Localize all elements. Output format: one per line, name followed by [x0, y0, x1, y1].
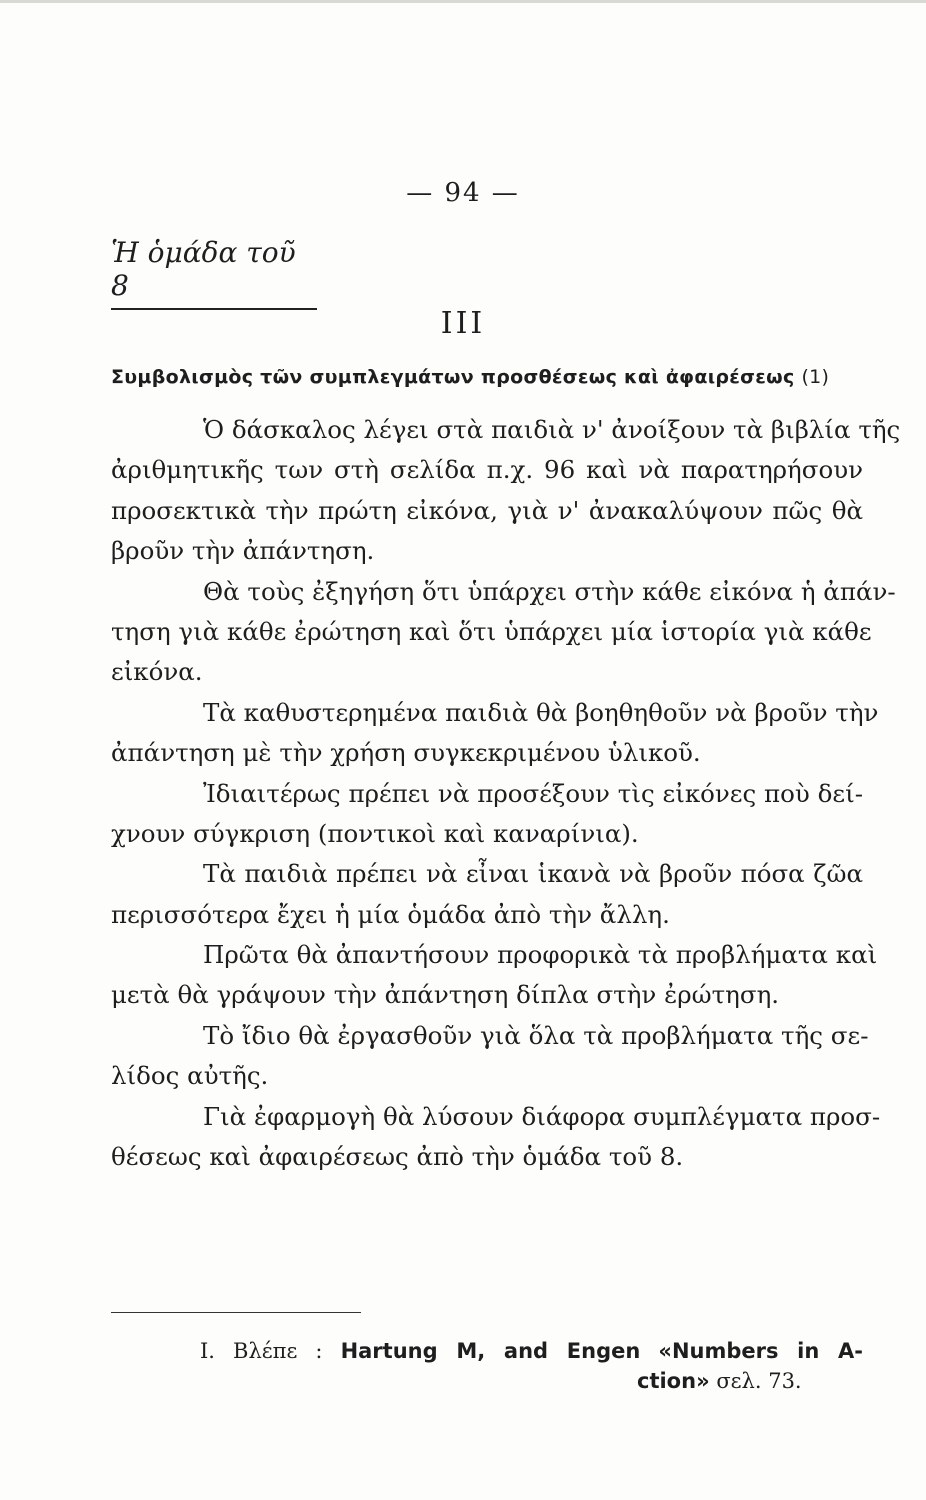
body-line: προσεκτικὰ τὴν πρώτη εἰκόνα, γιὰ ν' ἀνακαλύψουν πῶς θὰ — [111, 495, 863, 525]
heading-footnote-mark: (1) — [801, 366, 830, 388]
body-line: Τὰ καθυστερημένα παιδιὰ θὰ βοηθηθοῦν νὰ βροῦν τὴν — [203, 697, 879, 727]
section-heading — [111, 366, 829, 388]
page-top-edge — [0, 0, 926, 3]
footnote-divider — [111, 1312, 361, 1313]
body-line: Θὰ τοὺς ἐξηγήση ὅτι ὑπάρχει στὴν κάθε εἰκόνα ἡ ἀπάν- — [203, 576, 896, 606]
footnote — [200, 1336, 863, 1396]
section-label: Ἡ ὁμάδα τοῦ 8 — [111, 236, 317, 310]
body-line: περισσότερα ἔχει ἡ μία ὁμάδα ἀπὸ τὴν ἄλλη. — [111, 899, 670, 929]
body-line: Ἰδιαιτέρως πρέπει νὰ προσέξουν τὶς εἰκόνες ποὺ δεί- — [203, 778, 863, 808]
footnote-marker: I. Βλέπε : — [200, 1339, 323, 1363]
footnote-authors: Hartung M, and Engen — [340, 1339, 641, 1363]
body-line: βροῦν τὴν ἀπάντηση. — [111, 536, 375, 566]
body-line: Ὁ δάσκαλος λέγει στὰ παιδιὰ ν' ἀνοίξουν τὰ βιβλία τῆς — [203, 415, 901, 444]
heading-title: Συμβολισμὸς τῶν συμπλεγμάτων προσθέσεως καὶ ἀφαιρέσεως — [111, 366, 795, 388]
body-line: λίδος αὐτῆς. — [111, 1061, 269, 1091]
footnote-page-ref: σελ. 73. — [716, 1369, 802, 1393]
body-line: Τὸ ἴδιο θὰ ἐργασθοῦν γιὰ ὅλα τὰ προβλήματα τῆς σε- — [203, 1020, 869, 1050]
body-line: Πρῶτα θὰ ἀπαντήσουν προφορικὰ τὰ προβλήματα καὶ — [203, 940, 878, 970]
body-line: χνουν σύγκριση (ποντικοὶ καὶ καναρίνια). — [111, 818, 639, 848]
body-line: μετὰ θὰ γράψουν τὴν ἀπάντηση δίπλα στὴν ἐρώτηση. — [111, 980, 780, 1010]
footnote-line-2 — [200, 1366, 863, 1396]
footnote-line-1 — [200, 1336, 863, 1366]
body-text — [111, 410, 901, 1177]
body-line: Τὰ παιδιὰ πρέπει νὰ εἶναι ἱκανὰ νὰ βροῦν πόσα ζῶα — [203, 859, 863, 889]
body-line: ἀριθμητικῆς των στὴ σελίδα π.χ. 96 καὶ νὰ παρατηρήσουν — [111, 455, 863, 485]
body-line: θέσεως καὶ ἀφαιρέσεως ἀπὸ τὴν ὁμάδα τοῦ 8. — [111, 1142, 684, 1172]
footnote-title-part2: ction» — [637, 1369, 710, 1393]
body-line: Γιὰ ἐφαρμογὴ θὰ λύσουν διάφορα συμπλέγματα προσ- — [203, 1101, 881, 1131]
body-line: εἰκόνα. — [111, 657, 203, 687]
page-number: — 94 — — [406, 178, 520, 208]
body-line: ἀπάντηση μὲ τὴν χρήση συγκεκριμένου ὑλικοῦ. — [111, 738, 701, 768]
footnote-title-part1: «Numbers in A- — [658, 1339, 863, 1363]
chapter-number: III — [440, 306, 486, 341]
body-line: τηση γιὰ κάθε ἐρώτηση καὶ ὅτι ὑπάρχει μία ἱστορία γιὰ κάθε — [111, 616, 872, 646]
